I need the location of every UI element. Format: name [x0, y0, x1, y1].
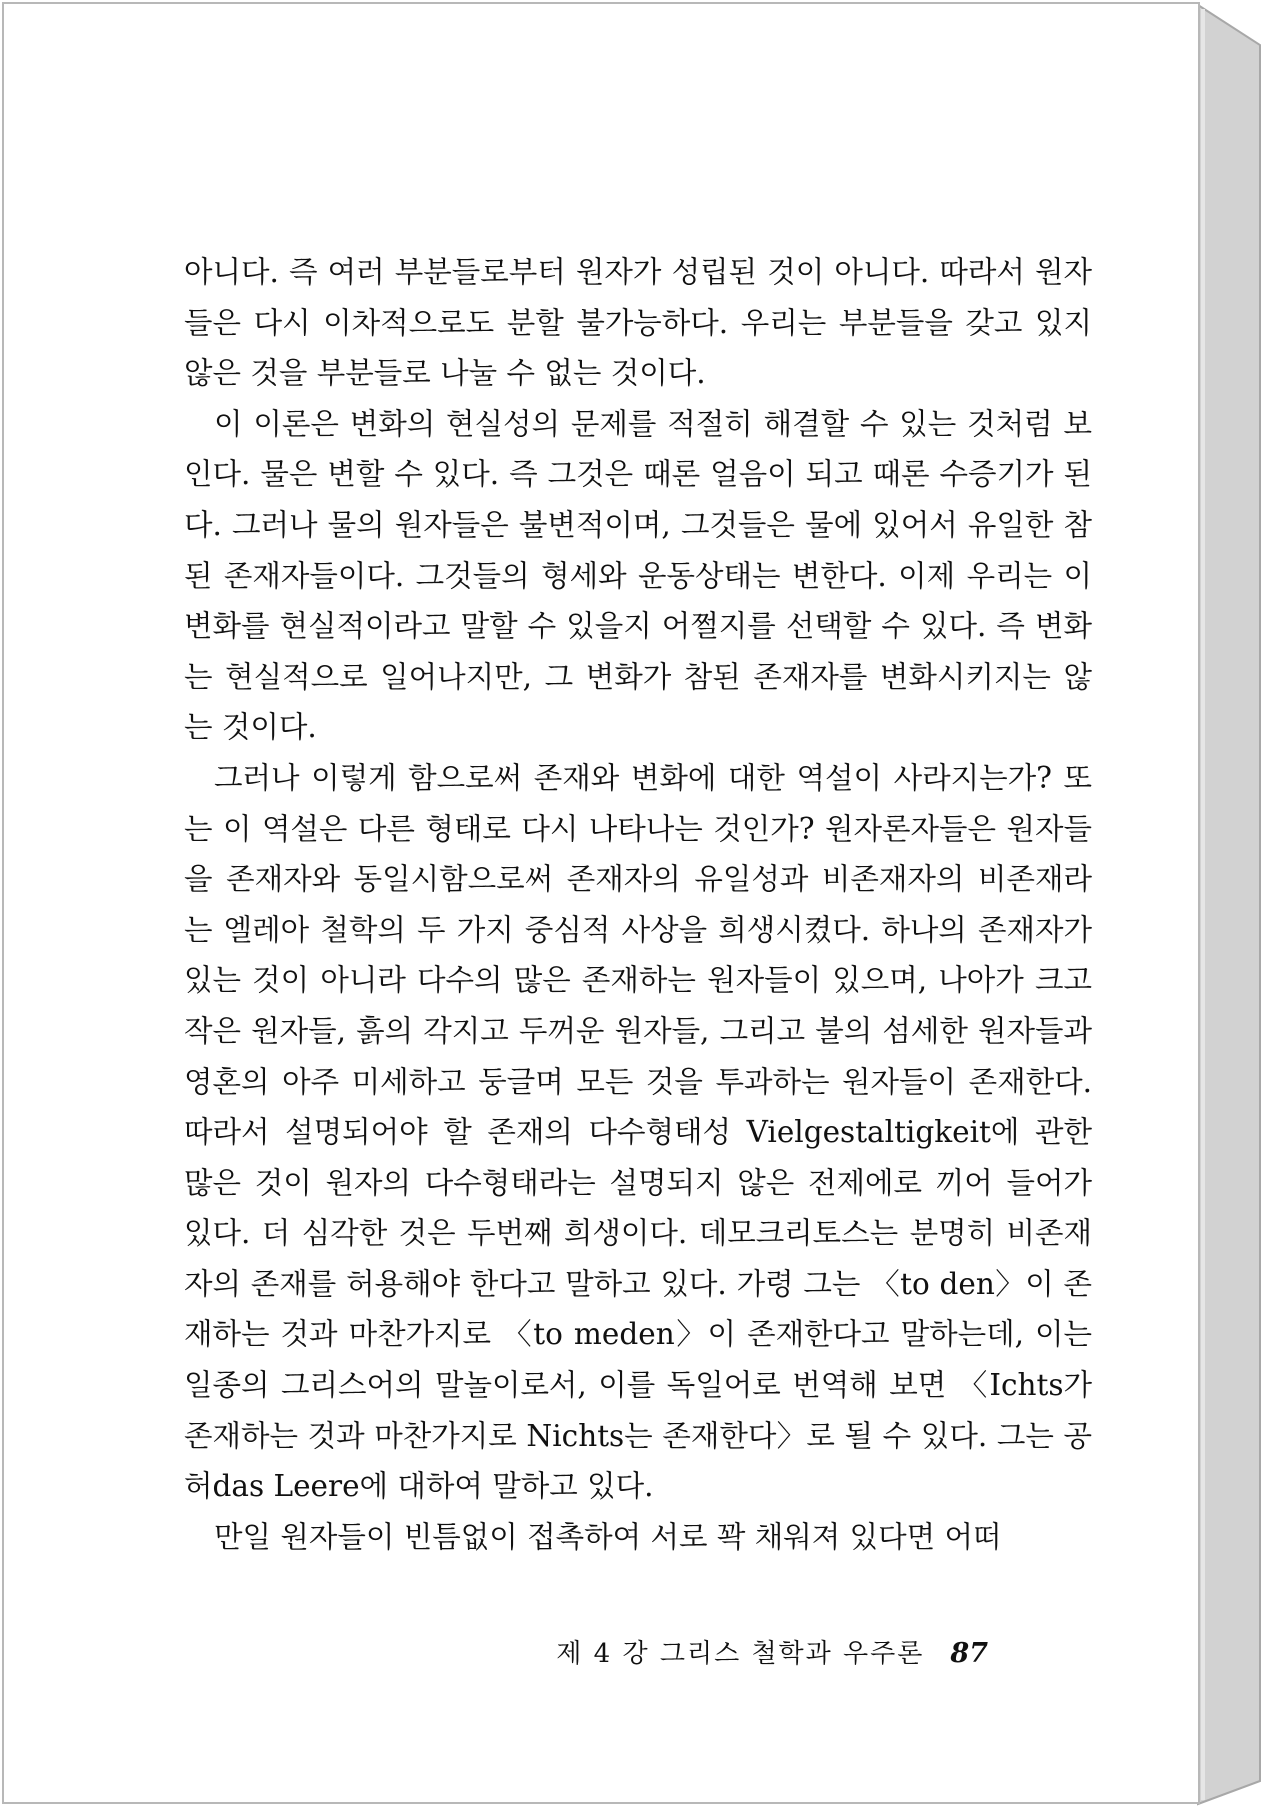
paragraph-4: 만일 원자들이 빈틈없이 접촉하여 서로 꽉 채워져 있다면 어떠 [214, 1519, 1002, 1554]
page-number: 87 [950, 1638, 988, 1669]
book-page [2, 2, 1200, 1804]
running-head: 제 4 강 그리스 철학과 우주론 [556, 1639, 925, 1669]
body-text [184, 247, 1092, 1562]
paragraph-2: 이 이론은 변화의 현실성의 문제를 적절히 해결할 수 있는 것처럼 보인다. 물은 변할 수 있다. 즉 그것은 때론 얼음이 되고 때론 수증기가 된다. 그러나 물의 원자들은 불변적이며, 그것들은 물에 있어서 유일한 참된 존재자들이다. 그것들의 형세와 운동상태는 변한다. 이제 우리는 이 변화를 현실적이라고 말할 수 있을지 어쩔지를 선택할 수 있다. 즉 변화는 현실적으로 일어나지만, 그 변화가 참된 존재자를 변화시키지는 않는 것이다. [184, 406, 1092, 745]
paragraph-1: 아니다. 즉 여러 부분들로부터 원자가 성립된 것이 아니다. 따라서 원자들은 다시 이차적으로도 분할 불가능하다. 우리는 부분들을 갖고 있지 않은 것을 부분들로 나눌 수 없는 것이다. [184, 255, 1092, 391]
paragraph-3: 그러나 이렇게 함으로써 존재와 변화에 대한 역설이 사라지는가? 또는 이 역설은 다른 형태로 다시 나타나는 것인가? 원자론자들은 원자들을 존재자와 동일시함으로써 존재자의 유일성과 비존재자의 비존재라는 엘레아 철학의 두 가지 중심적 사상을 희생시켰다. 하나의 존재자가 있는 것이 아니라 다수의 많은 존재하는 원자들이 있으며, 나아가 크고 작은 원자들, 흙의 각지고 두꺼운 원자들, 그리고 불의 섬세한 원자들과 영혼의 아주 미세하고 둥글며 모든 것을 투과하는 원자들이 존재한다. 따라서 설명되어야 할 존재의 다수형태성 Vielgestaltigkeit에 관한 많은 것이 원자의 다수형태라는 설명되지 않은 전제에로 끼어 들어가 있다. 더 심각한 것은 두번째 희생이다. 데모크리토스는 분명히 비존재자의 존재를 허용해야 한다고 말하고 있다. 가령 그는 〈to den〉이 존재하는 것과 마찬가지로 〈to meden〉이 존재한다고 말하는데, 이는 일종의 그리스어의 말놀이로서, 이를 독일어로 번역해 보면 〈Ichts가 존재하는 것과 마찬가지로 Nichts는 존재한다〉로 될 수 있다. 그는 공허das Leere에 대하여 말하고 있다. [184, 760, 1092, 1504]
page-footer [556, 1633, 988, 1673]
spine-face [1198, 5, 1260, 1804]
